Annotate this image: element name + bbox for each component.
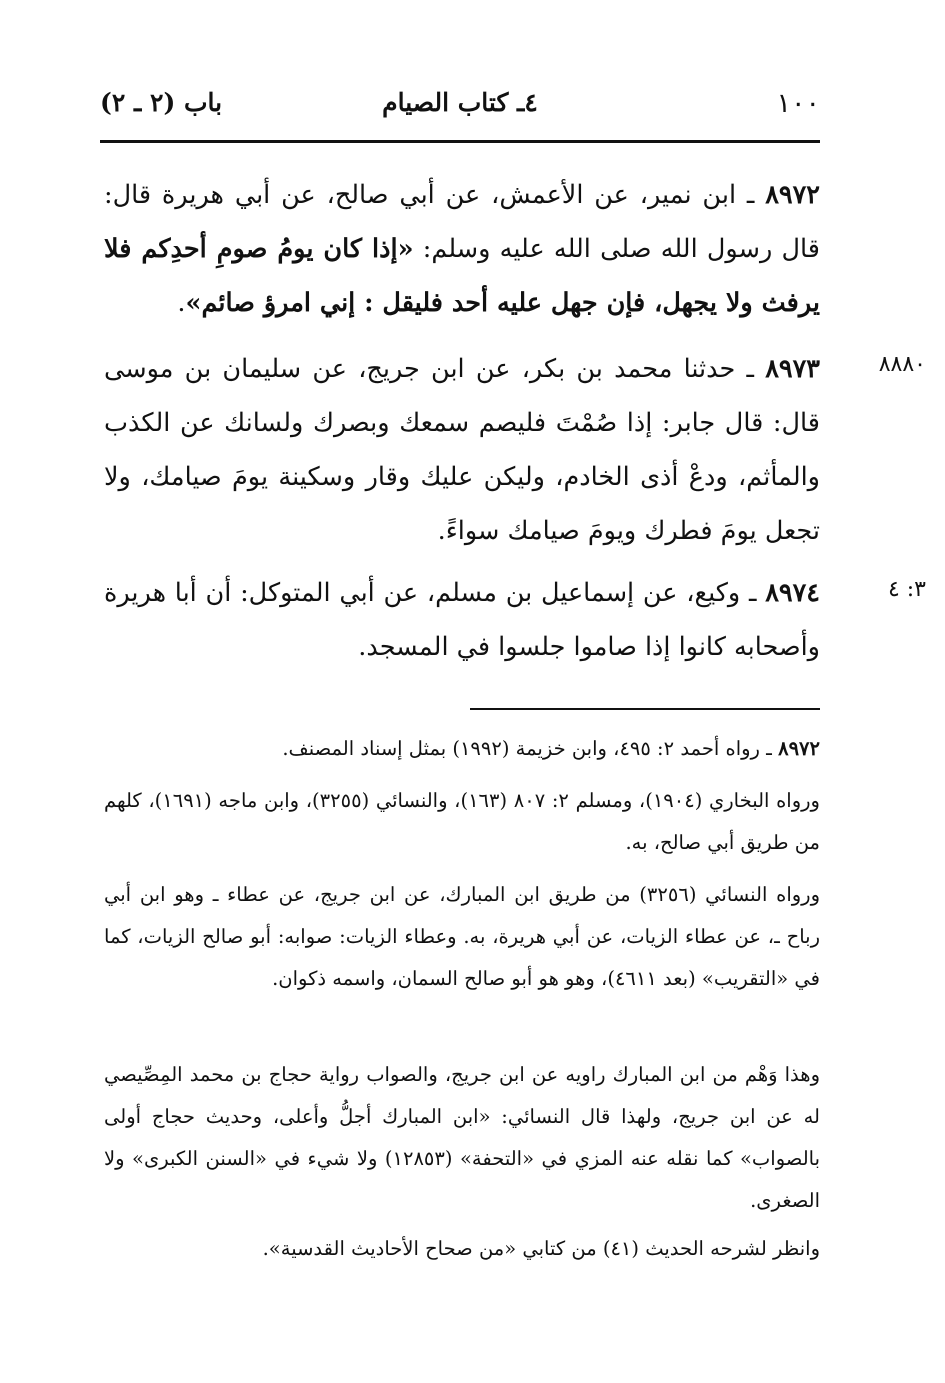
footnote-text: ورواه النسائي (٣٢٥٦) من طريق ابن المبارك، عن ابن جريج، عن عطاء ـ وهو ابن أبي رباح ـ، عن عطاء الزيات، عن أبي هريرة، به. وعطاء الزيات: صوابه: أبو صالح الزيات، كما في «التقريب» (بعد ٤٦١١)، وهو هو أبو صالح السمان، واسمه ذكوان. bbox=[104, 883, 820, 990]
footnote-text: ـ رواه أحمد ٢: ٤٩٥، وابن خزيمة (١٩٩٢) بمثل إسناد المصنف. bbox=[282, 737, 779, 760]
hadith-quote: «إذا كان يومُ صومِ أحدِكم فلا يرفث ولا يجهل، فإن جهل عليه أحد فليقل : إني امرؤ صائم» bbox=[104, 234, 820, 318]
chapter-label: باب (٢ ـ ٢) bbox=[100, 88, 223, 117]
hadith-number: ٨٩٧٤ bbox=[765, 578, 820, 608]
hadith-text-end: . bbox=[177, 288, 186, 318]
hadith-8973 bbox=[104, 342, 820, 558]
book-title: ٤ـ كتاب الصيام bbox=[382, 88, 538, 117]
header-rule bbox=[100, 140, 820, 143]
footnote-rule bbox=[470, 708, 820, 710]
footnote-text: وهذا وَهْم من ابن المبارك راويه عن ابن جريج، والصواب رواية حجاج بن محمد المِصِّيصي له عن ابن جريج، ولهذا قال النسائي: «ابن المبارك أجلُّ وأعلى، وحديث حجاج أولى بالصواب» كما نقله عنه المزي في «التحفة» (١٢٨٥٣) ولا شيء في «السنن الكبرى» ولا الصغرى. bbox=[104, 1063, 820, 1212]
running-header bbox=[100, 88, 820, 128]
footnote-1 bbox=[104, 728, 820, 770]
hadith-text: ـ حدثنا محمد بن بكر، عن ابن جريج، عن سليمان بن موسى قال: قال جابر: إذا صُمْتَ فليصم سمعك وبصرك ولسانك عن الكذب والمأثم، ودعْ أذى الخادم، وليكن عليك وقار وسكينة يومَ صيامك، ولا تجعل يومَ فطرك ويومَ صيامك سواءً. bbox=[104, 354, 820, 546]
margin-reference: ٨٨٨٠ bbox=[878, 352, 926, 377]
footnote-3 bbox=[104, 874, 820, 1000]
hadith-8972 bbox=[104, 168, 820, 330]
footnote-5 bbox=[104, 1228, 820, 1270]
footnote-4 bbox=[104, 1054, 820, 1222]
footnote-number: ٨٩٧٢ bbox=[778, 737, 820, 760]
footnote-text: وانظر لشرحه الحديث (٤١) من كتابي «من صحاح الأحاديث القدسية». bbox=[262, 1237, 820, 1260]
hadith-text: ـ ابن نمير، عن الأعمش، عن أبي صالح، عن أبي هريرة قال: قال رسول الله صلى الله عليه وسلم: bbox=[104, 180, 820, 264]
hadith-8974 bbox=[104, 566, 820, 674]
hadith-number: ٨٩٧٢ bbox=[765, 180, 820, 210]
hadith-number: ٨٩٧٣ bbox=[765, 354, 820, 384]
footnote-text: ورواه البخاري (١٩٠٤)، ومسلم ٢: ٨٠٧ (١٦٣)، والنسائي (٣٢٥٥)، وابن ماجه (١٦٩١)، كلهم من طريق أبي صالح، به. bbox=[104, 789, 820, 854]
footnote-2 bbox=[104, 780, 820, 864]
margin-reference: ٣: ٤ bbox=[887, 577, 926, 602]
page-number: ١٠٠ bbox=[776, 88, 820, 119]
hadith-text: ـ وكيع، عن إسماعيل بن مسلم، عن أبي المتوكل: أن أبا هريرة وأصحابه كانوا إذا صاموا جلسوا في المسجد. bbox=[104, 578, 820, 662]
